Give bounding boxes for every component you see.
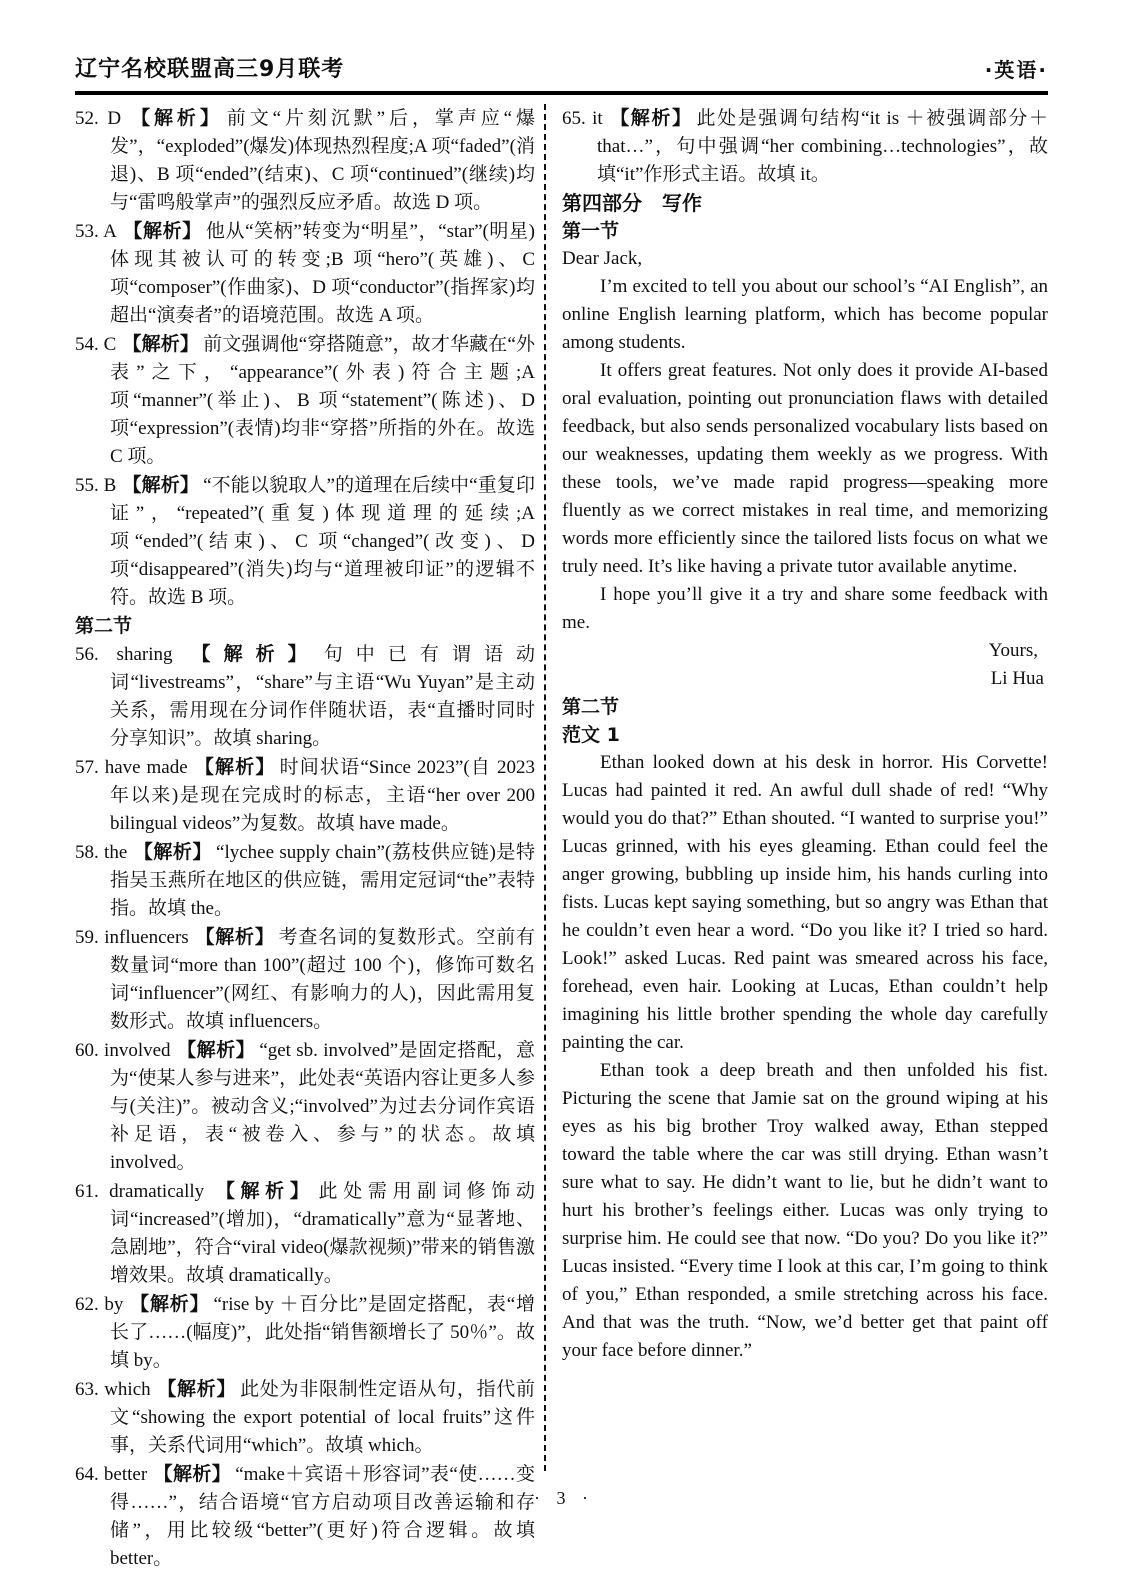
item-number: 59. influencers [75, 927, 189, 948]
item-number: 56. sharing [75, 644, 173, 665]
essay-paragraph-1: Ethan looked down at his desk in horror. His Corvette! Lucas had painted it red. An awful dull shade of red! “Why would you do that?” Ethan shouted. “I wanted to surprise you!” Lucas grinned, with his eyes gleaming. Ethan could feel the anger growing, bubbling up inside him, his hands curling into fists. Lucas kept saying something, but so angry was Ethan that he couldn’t even hear a word. “Do you like it? I tried so hard. Look!” asked Lucas. Red paint was smeared across his face, forehead, even hair. Looking at Lucas, Ethan couldn’t help imagining his little brother spending the whole day carefully painting the car. [562, 752, 1048, 1053]
answer-item-57 [75, 753, 535, 838]
item-number: 60. involved [75, 1040, 171, 1061]
section-1-heading: 第一节 [562, 220, 620, 242]
letter-salutation: Dear Jack, [562, 248, 643, 269]
page-number: · 3 · [534, 1488, 594, 1508]
item-text: 他从“笑柄”转变为“明星”，“star”(明星)体现其被认可的转变;B 项“hero”(英雄)、C 项“composer”(作曲家)、D 项“conductor”(指挥家)均超出“演奏者”的语境范围。故选 A 项。 [110, 221, 535, 326]
answer-item-62 [75, 1290, 535, 1375]
right-column [546, 104, 1048, 1471]
item-number: 57. have made [75, 757, 188, 778]
item-number: 52. D [75, 108, 122, 129]
answer-item-53 [75, 217, 535, 330]
model-essay-label: 范文 1 [562, 724, 620, 746]
item-text: 此处是强调句结构“it is ＋被强调部分＋ that…”，句中强调“her combining…technologies”，故填“it”作形式主语。故填 it。 [597, 108, 1048, 185]
item-text: 句中已有谓语动词“livestreams”，“share”与主语“Wu Yuyan”是主动关系，需用现在分词作伴随状语，表“直播时同时分享知识”。故填 sharing。 [110, 644, 535, 749]
section-2-heading-right: 第二节 [562, 696, 620, 718]
analysis-tag: 【解析】 [153, 1463, 232, 1485]
analysis-tag: 【解析】 [608, 107, 693, 129]
item-number: 55. B [75, 475, 117, 496]
answer-item-64 [75, 1460, 535, 1571]
letter-paragraph-3: I hope you’ll give it a try and share some feedback with me. [562, 584, 1048, 633]
item-number: 53. A [75, 221, 117, 242]
analysis-tag: 【解析】 [193, 756, 276, 778]
letter-signature: Li Hua [990, 668, 1044, 689]
item-number: 63. which [75, 1379, 151, 1400]
page-header [75, 52, 1048, 83]
item-text: 此处为非限制性定语从句，指代前文“showing the export potential of local fruits”这件事，关系代词用“which”。故填 which。 [110, 1379, 535, 1456]
item-number: 54. C [75, 334, 117, 355]
analysis-tag: 【解析】 [129, 1293, 210, 1315]
analysis-tag: 【解析】 [122, 333, 200, 355]
answer-item-52 [75, 104, 535, 217]
analysis-tag: 【解析】 [210, 1180, 315, 1202]
item-text: “make＋宾语＋形容词”表“使……变得……”，结合语境“官方启动项目改善运输和存储”，用比较级“better”(更好)符合逻辑。故填 better。 [110, 1464, 535, 1569]
answer-item-58 [75, 838, 535, 923]
answer-item-54 [75, 330, 535, 471]
item-number: 62. by [75, 1294, 124, 1315]
answer-item-56 [75, 640, 535, 753]
left-column [75, 104, 535, 1569]
essay-paragraph-2: Ethan took a deep breath and then unfolded his fist. Picturing the scene that Jamie sat on the ground wiping at his eyes as his big brother Troy walked away, Ethan stepped toward the table where the car was still drying. Ethan wasn’t sure what to say. He didn’t want to lie, but he didn’t want to hurt his brother’s feelings either. Lucas was only trying to surprise him. He could see that now. “Do you? Do you like it?” Lucas insisted. “Every time I look at this car, I’m going to think of you,” Ethan responded, a smile stretching across his face. And that was the truth. “Now, we’d better get that paint off your face before dinner.” [562, 1060, 1048, 1361]
section-2-heading: 第二节 [75, 615, 133, 637]
analysis-tag: 【解析】 [156, 1378, 237, 1400]
subject-label: ·英语· [984, 58, 1048, 82]
letter-paragraph-2: It offers great features. Not only does it provide AI-based oral evaluation, pointing out pronunciation flaws with detailed feedback, but also sends personalized vocabulary lists based on our weaknesses, updating them weekly as we progress. With these tools, we’ve made rapid progress—speaking more fluently as we correct mistakes in real time, and memorizing words more efficiently since the tailored lists focus on what we truly need. It’s like having a private tutor available anytime. [562, 360, 1048, 577]
item-text: 考查名词的复数形式。空前有数量词“more than 100”(超过 100 个)，修饰可数名词“influencer”(网红、有影响力的人)，因此需用复数形式。故填 influencers。 [110, 927, 535, 1032]
answer-item-60 [75, 1036, 535, 1177]
analysis-tag: 【解析】 [122, 474, 200, 496]
analysis-tag: 【解析】 [133, 841, 213, 863]
analysis-tag: 【解析】 [176, 1039, 256, 1061]
item-text: “get sb. involved”是固定搭配，意为“使某人参与进来”，此处表“英语内容让更多人参与(关注)”。被动含义;“involved”为过去分词作宾语补足语，表“被卷入、参与”的状态。故填 involved。 [110, 1040, 535, 1173]
item-text: “rise by ＋百分比”是固定搭配，表“增长了……(幅度)”，此处指“销售额增长了 50％”。故填 by。 [110, 1294, 535, 1371]
exam-title: 辽宁名校联盟高三9月联考 [75, 57, 345, 82]
item-text: 时间状语“Since 2023”(自 2023 年以来)是现在完成时的标志，主语“her over 200 bilingual videos”为复数。故填 have made。 [110, 757, 535, 834]
analysis-tag: 【解析】 [122, 220, 202, 242]
item-text: “lychee supply chain”(荔枝供应链)是特指吴玉燕所在地区的供应链，需用定冠词“the”表特指。故填 the。 [110, 842, 535, 919]
part-4-heading: 第四部分 写作 [562, 191, 702, 215]
item-text: 此处需用副词修饰动词“increased”(增加)，“dramatically”意为“显著地、急剧地”，符合“viral video(爆款视频)”带来的销售激增效果。故填 dramatically。 [110, 1181, 535, 1286]
item-number: 61. dramatically [75, 1181, 205, 1202]
answer-item-65 [562, 104, 1048, 189]
answer-item-55 [75, 471, 535, 612]
item-number: 58. the [75, 842, 128, 863]
analysis-tag: 【解析】 [127, 107, 223, 129]
answer-item-61 [75, 1177, 535, 1290]
letter-closing: Yours, [988, 640, 1038, 661]
content-columns [75, 104, 1048, 1569]
letter-paragraph-1: I’m excited to tell you about our school’s “AI English”, an online English learning platform, which has become popular among students. [562, 276, 1048, 353]
analysis-tag: 【解析】 [194, 926, 275, 948]
item-text: “不能以貌取人”的道理在后续中“重复印证”，“repeated”(重复)体现道理的延续;A 项“ended”(结束)、C 项“changed”(改变)、D 项“disappeared”(消失)均与“道理被印证”的逻辑不符。故选 B 项。 [110, 475, 535, 608]
item-number: 64. better [75, 1464, 148, 1485]
item-text: 前文“片刻沉默”后，掌声应“爆发”，“exploded”(爆发)体现热烈程度;A 项“faded”(消退)、B 项“ended”(结束)、C 项“continued”(继续)均与“雷鸣般掌声”的强烈反应矛盾。故选 D 项。 [110, 108, 535, 213]
item-number: 65. it [562, 108, 603, 129]
answer-item-59 [75, 923, 535, 1036]
answer-item-63 [75, 1375, 535, 1460]
item-text: 前文强调他“穿搭随意”，故才华藏在“外表”之下，“appearance”(外表)符合主题;A 项“manner”(举止)、B 项“statement”(陈述)、D 项“expression”(表情)均非“穿搭”所指的外在。故选 C 项。 [110, 334, 535, 467]
analysis-tag: 【解析】 [178, 643, 320, 665]
header-rule [75, 91, 1048, 95]
